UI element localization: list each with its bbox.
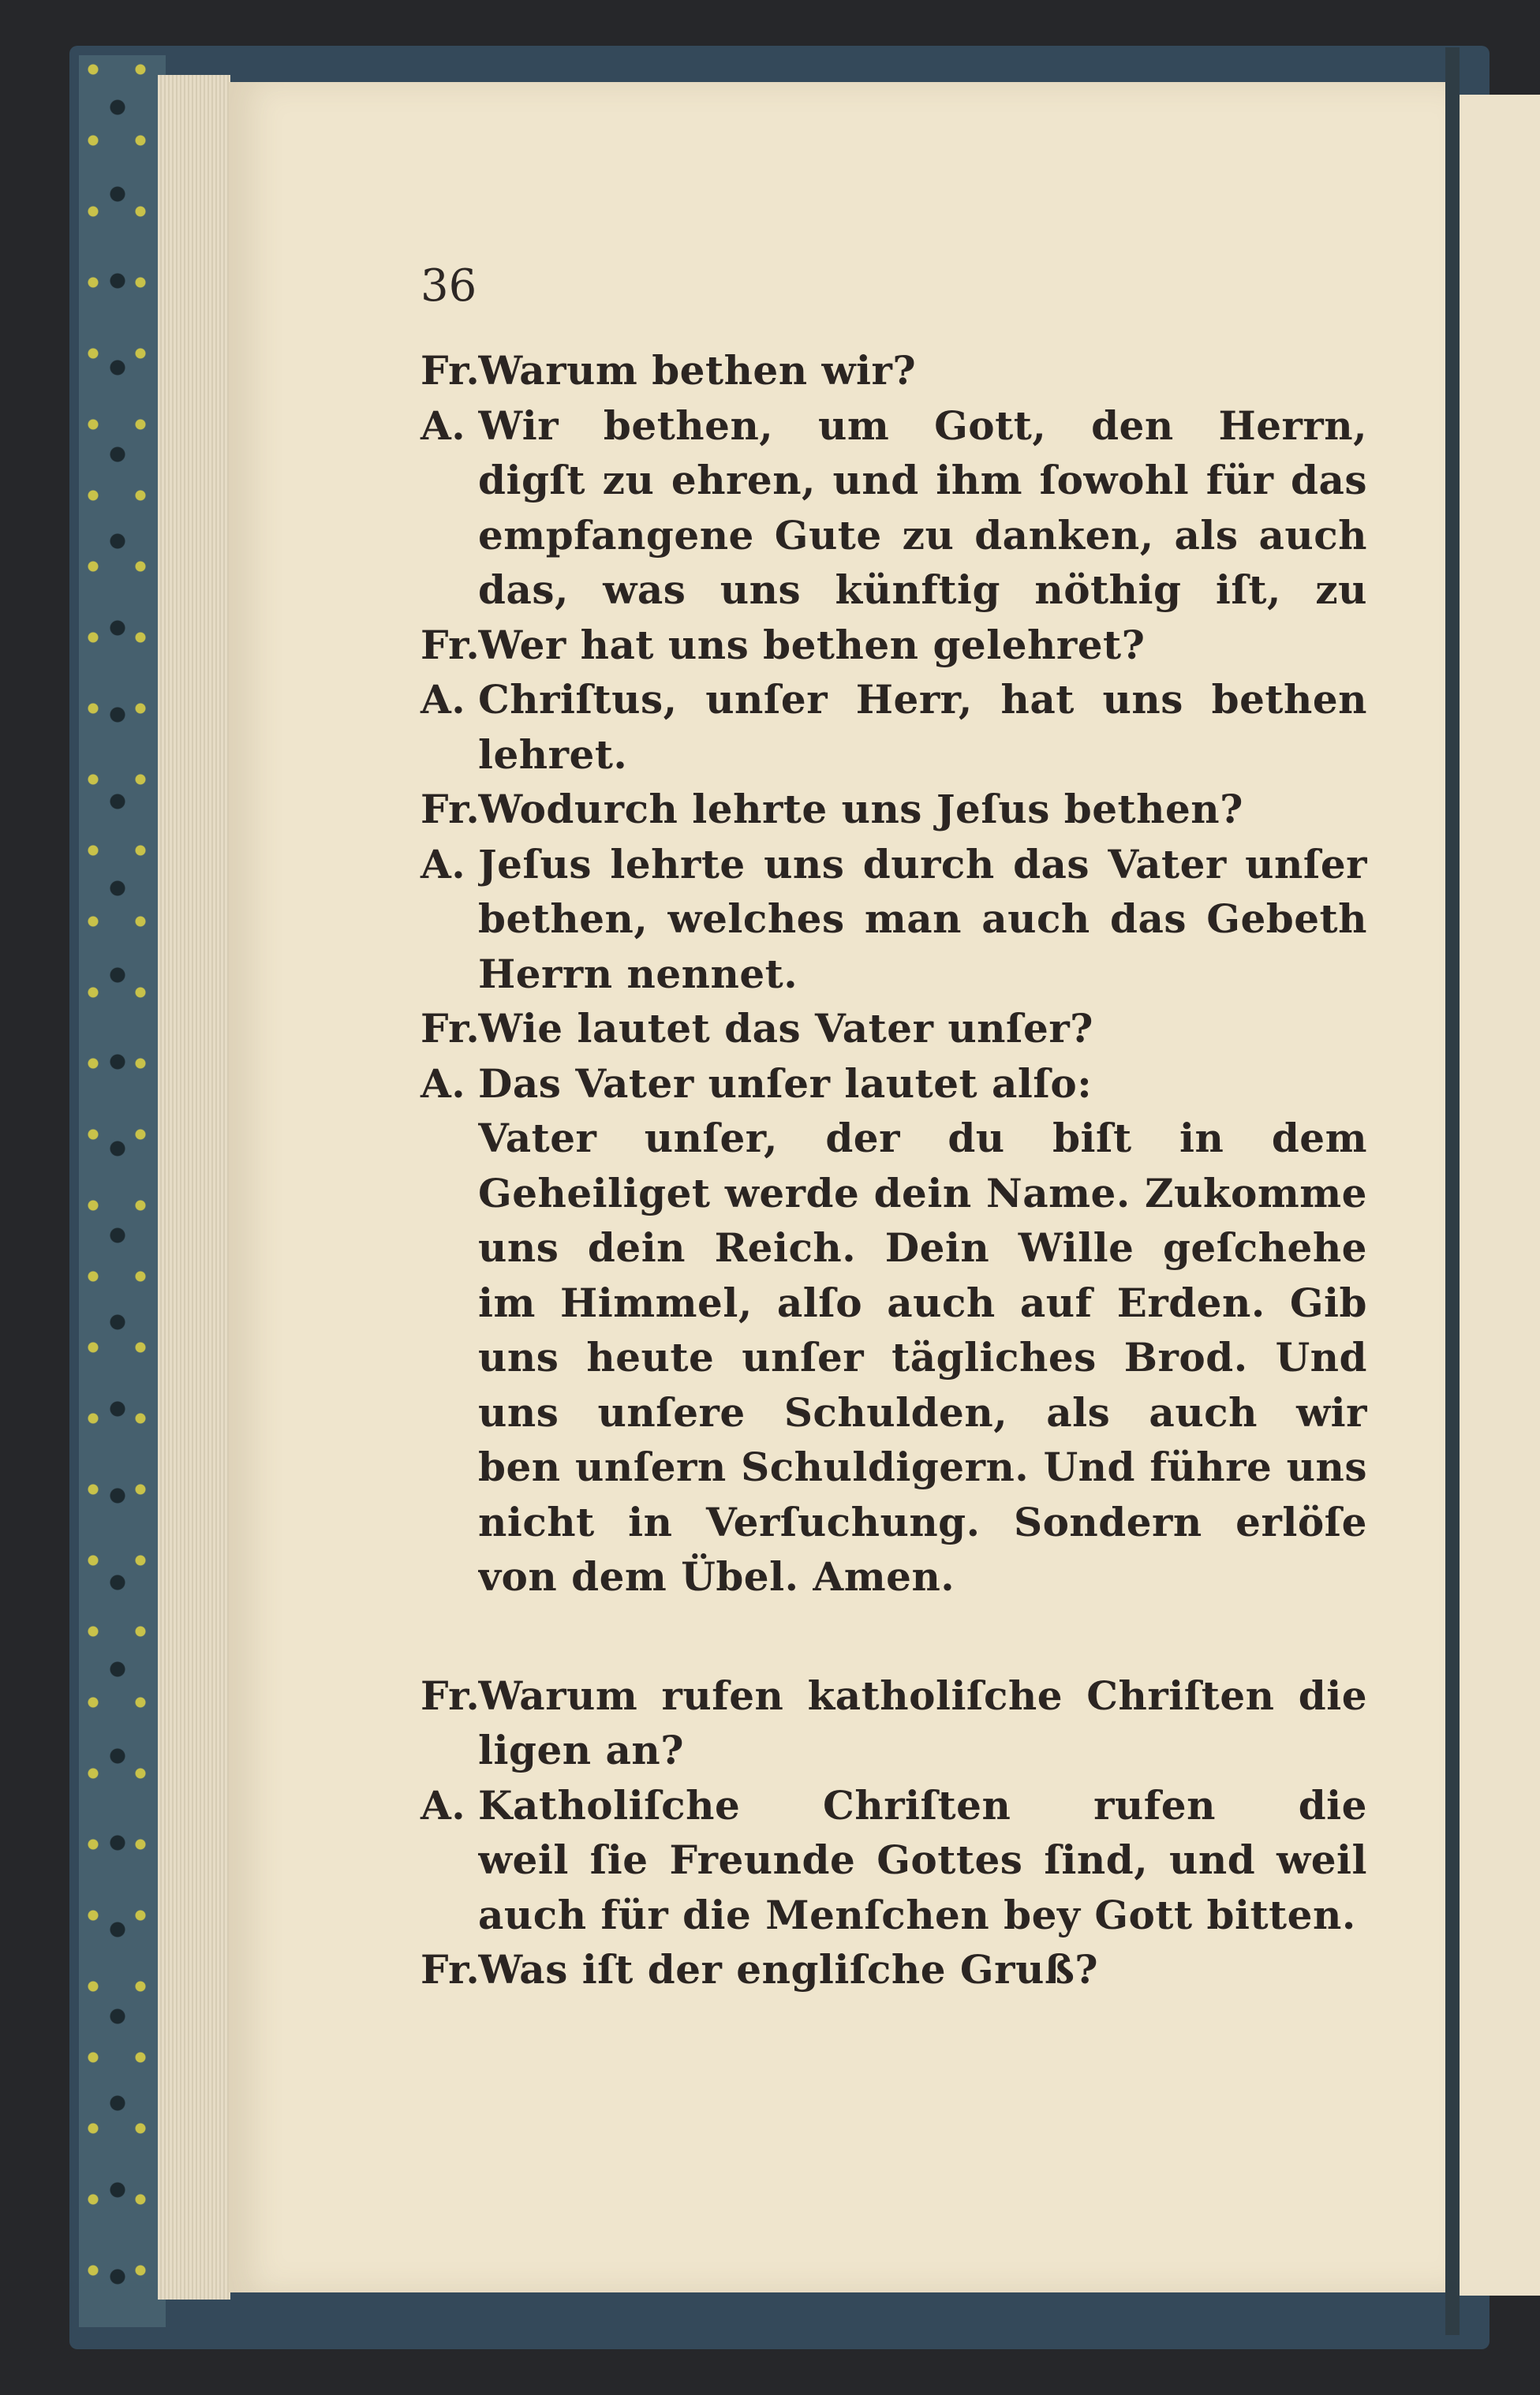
text-line: bethen, welches man auch das Gebeth xyxy=(478,895,1367,942)
text-line: uns heute unſer tägliches Brod. Und xyxy=(478,1334,1367,1381)
text-line: Was iſt der engliſche Gruß? xyxy=(478,1946,1099,1993)
text-line: weil ſie Freunde Gottes ſind, und weil xyxy=(478,1836,1367,1883)
text-line: Das Vater unſer lautet alſo: xyxy=(478,1059,1093,1107)
speaker-label: A. xyxy=(421,402,466,449)
text-line: auch für die Menſchen bey Gott bitten. xyxy=(478,1891,1356,1938)
speaker-label: Fr. xyxy=(421,347,480,394)
text-line: ben unſern Schuldigern. Und führe uns xyxy=(478,1444,1367,1490)
text-line: Jeſus lehrte uns durch das Vater unſer xyxy=(478,840,1367,887)
text-line: von dem Übel. Amen. xyxy=(478,1553,955,1600)
text-line: lehret. xyxy=(478,730,628,778)
marbled-endpaper xyxy=(79,55,166,2327)
speaker-label: Fr. xyxy=(421,1946,480,1993)
text-line: Chriſtus, unſer Herr, hat uns bethen xyxy=(478,676,1367,723)
text-line: ligen an? xyxy=(478,1727,685,1773)
text-line: Katholiſche Chriſten rufen die xyxy=(478,1781,1367,1829)
book-spine xyxy=(1445,47,1460,2335)
text-line: empfangene Gute zu danken, als auch xyxy=(478,511,1367,559)
text-line: das, was uns künftig nöthig iſt, zu xyxy=(478,566,1367,613)
speaker-label: Fr. xyxy=(421,1005,480,1052)
speaker-label: Fr. xyxy=(421,786,480,832)
text-line: uns unſere Schulden, als auch wir xyxy=(478,1388,1367,1436)
text-line: Wer hat uns bethen gelehret? xyxy=(478,621,1146,668)
text-line: Warum bethen wir? xyxy=(478,347,917,394)
text-line: nicht in Verſuchung. Sondern erlöſe xyxy=(478,1498,1367,1545)
speaker-label: Fr. xyxy=(421,1672,480,1719)
text-line: Vater unſer, der du biſt in dem xyxy=(478,1115,1367,1161)
text-line: Wir bethen, um Gott, den Herrn, xyxy=(478,402,1367,449)
page-edges xyxy=(158,75,230,2300)
speaker-label: A. xyxy=(421,1059,466,1107)
speaker-label: A. xyxy=(421,1781,466,1829)
speaker-label: Fr. xyxy=(421,621,480,668)
text-line: Wie lautet das Vater unſer? xyxy=(478,1005,1093,1052)
text-line: Herrn nennet. xyxy=(478,950,798,997)
facing-page-edge xyxy=(1460,95,1540,2296)
text-line: im Himmel, alſo auch auf Erden. Gib xyxy=(478,1279,1367,1326)
page-number: 36 xyxy=(421,260,477,312)
text-line: Geheiliget werde dein Name. Zukomme xyxy=(478,1169,1367,1216)
text-line: digſt zu ehren, und ihm ſowohl für das xyxy=(478,457,1367,503)
speaker-label: A. xyxy=(421,840,466,887)
text-line: uns dein Reich. Dein Wille geſchehe xyxy=(478,1224,1367,1271)
text-line: Warum rufen katholiſche Chriſten die xyxy=(478,1672,1367,1719)
speaker-label: A. xyxy=(421,676,466,723)
text-line: Wodurch lehrte uns Jeſus bethen? xyxy=(478,786,1243,832)
